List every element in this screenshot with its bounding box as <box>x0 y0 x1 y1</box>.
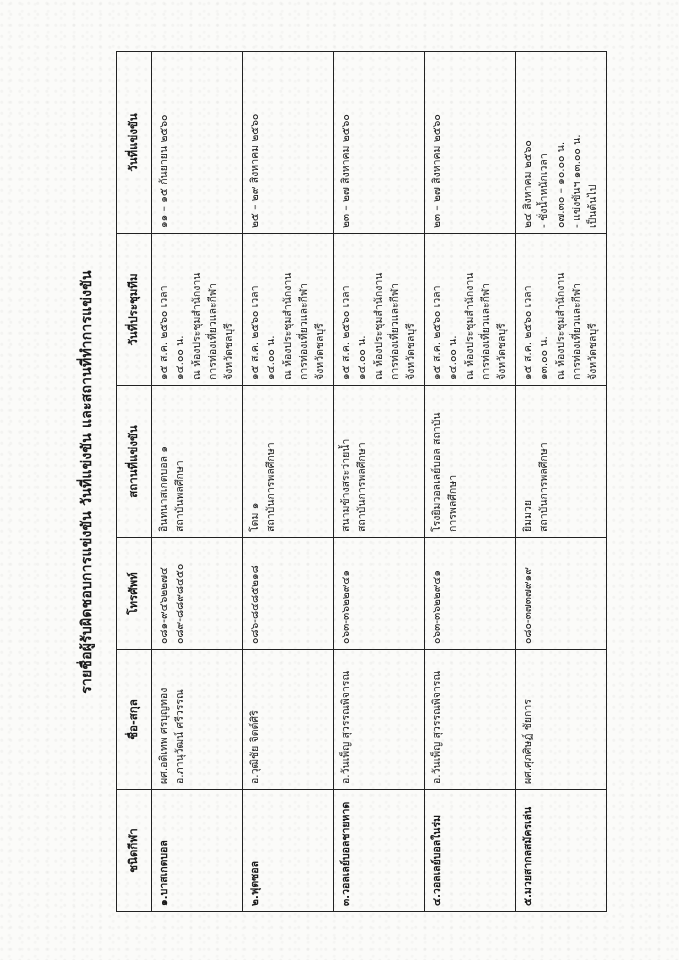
competition-date-line: - แข่งขันฯ ๑๓.๐๐ น. <box>570 134 583 228</box>
venue-line: สถาบันการพลศึกษา <box>265 442 278 532</box>
venue-line: ยิมมวย <box>522 499 534 532</box>
meeting-line: การท่องเที่ยวและกีฬา <box>206 282 219 380</box>
name-line: อ.วันเพ็ญ สุวรรณพิจารณ <box>431 670 443 784</box>
phone-line: ๐๖๓-๓๖๒๒๙๔๑ <box>431 569 443 644</box>
meeting-line: ๑๕ ส.ค. ๒๕๖๐ เวลา <box>340 285 352 380</box>
competition-date-cell <box>425 52 516 234</box>
competition-date-line: ๑๑ – ๑๕ กันยายน ๒๕๖๐ <box>158 114 170 228</box>
competition-date-line: ๒๔ สิงหาคม ๒๕๖๐ <box>522 140 534 228</box>
header-sport: ชนิดกีฬา <box>117 790 152 912</box>
competition-date-line: ๒๓ – ๒๗ สิงหาคม ๒๕๖๐ <box>340 114 352 228</box>
meeting-line: จังหวัดชลบุรี <box>496 323 509 380</box>
meeting-line: การท่องเที่ยวและกีฬา <box>570 282 583 380</box>
phone-cell <box>152 538 243 650</box>
competition-date-cell <box>152 52 243 234</box>
meeting-line: ๑๔.๐๐ น. <box>447 335 460 380</box>
name-cell <box>152 650 243 790</box>
table-row <box>516 52 607 912</box>
meeting-line: ๑๔.๐๐ น. <box>174 335 187 380</box>
meeting-line: ๑๓.๐๐ น. <box>538 336 551 380</box>
name-cell <box>243 650 334 790</box>
phone-line: ๐๘๖-๘๔๘๕๒๑๘ <box>249 565 261 644</box>
meeting-line: ๑๕ ส.ค. ๒๕๖๐ เวลา <box>249 285 261 380</box>
table-header-row <box>117 52 152 912</box>
header-phone: โทรศัพท์ <box>117 538 152 650</box>
competition-date-line: ๒๕ – ๒๙ สิงหาคม ๒๕๖๐ <box>249 113 261 228</box>
meeting-cell <box>152 234 243 386</box>
meeting-line: จังหวัดชลบุรี <box>587 323 600 380</box>
venue-cell <box>243 386 334 538</box>
meeting-line: ๑๔.๐๐ น. <box>356 335 369 380</box>
venue-line: สถาบันการพลศึกษา <box>356 442 369 532</box>
venue-cell <box>425 386 516 538</box>
venue-cell <box>152 386 243 538</box>
name-cell <box>425 650 516 790</box>
meeting-line: จังหวัดชลบุรี <box>405 323 418 380</box>
meeting-line: ณ ห้องประชุมสำนักงาน <box>554 272 567 380</box>
phone-line: ๐๘๑-๙๔๖๒๒๗๔ <box>158 567 170 644</box>
meeting-line: จังหวัดชลบุรี <box>223 323 236 380</box>
competition-date-line: เป็นต้นไป <box>587 184 600 228</box>
name-line: ผศ.อดิเทพ ศรบุญทอง <box>158 687 170 784</box>
name-line: อ.วุฒิชัย จิตต์ศิริ <box>249 710 261 784</box>
sport-cell: ๔.วอลเลย์บอลในร่ม <box>425 790 516 912</box>
sport-cell: ๕.มวยสากลสมัครเล่น <box>516 790 607 912</box>
phone-cell <box>243 538 334 650</box>
document-title: รายชื่อผู้รับผิดชอบการแข่งขัน วันที่แข่งขัน และสถานที่ทำการแข่งขัน <box>79 270 95 694</box>
competition-table <box>116 51 607 912</box>
meeting-line: ณ ห้องประชุมสำนักงาน <box>190 272 203 380</box>
table-row <box>334 52 425 912</box>
phone-cell <box>425 538 516 650</box>
meeting-line: การท่องเที่ยวและกีฬา <box>479 282 492 380</box>
competition-date-line: - ชั่งน้ำหนักเวลา <box>538 153 551 228</box>
meeting-cell <box>425 234 516 386</box>
meeting-line: ณ ห้องประชุมสำนักงาน <box>463 272 476 380</box>
header-name: ชื่อ-สกุล <box>117 650 152 790</box>
name-line: อ.วันเพ็ญ สุวรรณพิจารณ <box>340 670 352 784</box>
meeting-cell <box>243 234 334 386</box>
venue-line: โรงยิมวอลเลย์บอล สถาบัน <box>431 412 443 532</box>
phone-cell <box>334 538 425 650</box>
competition-date-line: ๐๗.๓๐ – ๑๐.๐๐ น. <box>554 141 567 228</box>
table-row <box>425 52 516 912</box>
meeting-line: ๑๕ ส.ค. ๒๕๖๐ เวลา <box>431 285 443 380</box>
meeting-line: ๑๕ ส.ค. ๒๕๖๐ เวลา <box>158 285 170 380</box>
table-row <box>243 52 334 912</box>
meeting-line: ณ ห้องประชุมสำนักงาน <box>281 272 294 380</box>
competition-date-cell <box>243 52 334 234</box>
meeting-cell <box>334 234 425 386</box>
sport-cell: ๒.ฟุตซอล <box>243 790 334 912</box>
venue-line: สถาบันพลศึกษา <box>174 460 187 532</box>
name-cell <box>334 650 425 790</box>
competition-date-line: ๒๓ – ๒๗ สิงหาคม ๒๕๖๐ <box>431 114 443 228</box>
venue-cell <box>334 386 425 538</box>
table-row <box>152 52 243 912</box>
phone-line: ๐๘๐-๓๗๓๗๙๑๙ <box>522 567 534 644</box>
name-line: อ.ภานุวัฒน์ ศรีวรรณ <box>174 689 187 784</box>
table-body <box>152 52 607 912</box>
name-line: ผศ.ศุภศิษฏ์ ชัยการ <box>522 699 534 784</box>
meeting-cell <box>516 234 607 386</box>
header-meeting-date: วันที่ประชุมทีม <box>117 234 152 386</box>
meeting-line: ๑๕ ส.ค. ๒๕๖๐ เวลา <box>522 285 534 380</box>
meeting-line: จังหวัดชลบุรี <box>314 323 327 380</box>
header-competition-date: วันที่แข่งขัน <box>117 52 152 234</box>
venue-line: โดม ๑ <box>249 502 261 532</box>
rotated-document <box>70 52 630 912</box>
phone-line: ๐๖๓-๓๖๒๒๙๔๑ <box>340 569 352 644</box>
venue-line: สถาบันการพลศึกษา <box>538 442 551 532</box>
competition-date-cell <box>334 52 425 234</box>
meeting-line: การท่องเที่ยวและกีฬา <box>388 282 401 380</box>
sport-cell: ๑.บาสเกตบอล <box>152 790 243 912</box>
name-cell <box>516 650 607 790</box>
venue-line: การพลศึกษา <box>447 474 460 532</box>
meeting-line: ณ ห้องประชุมสำนักงาน <box>372 272 385 380</box>
header-venue: สถานที่แข่งขัน <box>117 386 152 538</box>
venue-cell <box>516 386 607 538</box>
sport-cell: ๓.วอลเลย์บอลชายหาด <box>334 790 425 912</box>
venue-line: สนามข้างสระว่ายน้ำ <box>340 438 352 532</box>
venue-line: อินทนาสเกตบอล ๑ <box>158 445 170 532</box>
phone-line: ๐๘๙-๘๘๙๘๔๕๐ <box>174 563 187 644</box>
competition-date-cell <box>516 52 607 234</box>
meeting-line: ๑๔.๐๐ น. <box>265 335 278 380</box>
phone-cell <box>516 538 607 650</box>
meeting-line: การท่องเที่ยวและกีฬา <box>297 282 310 380</box>
